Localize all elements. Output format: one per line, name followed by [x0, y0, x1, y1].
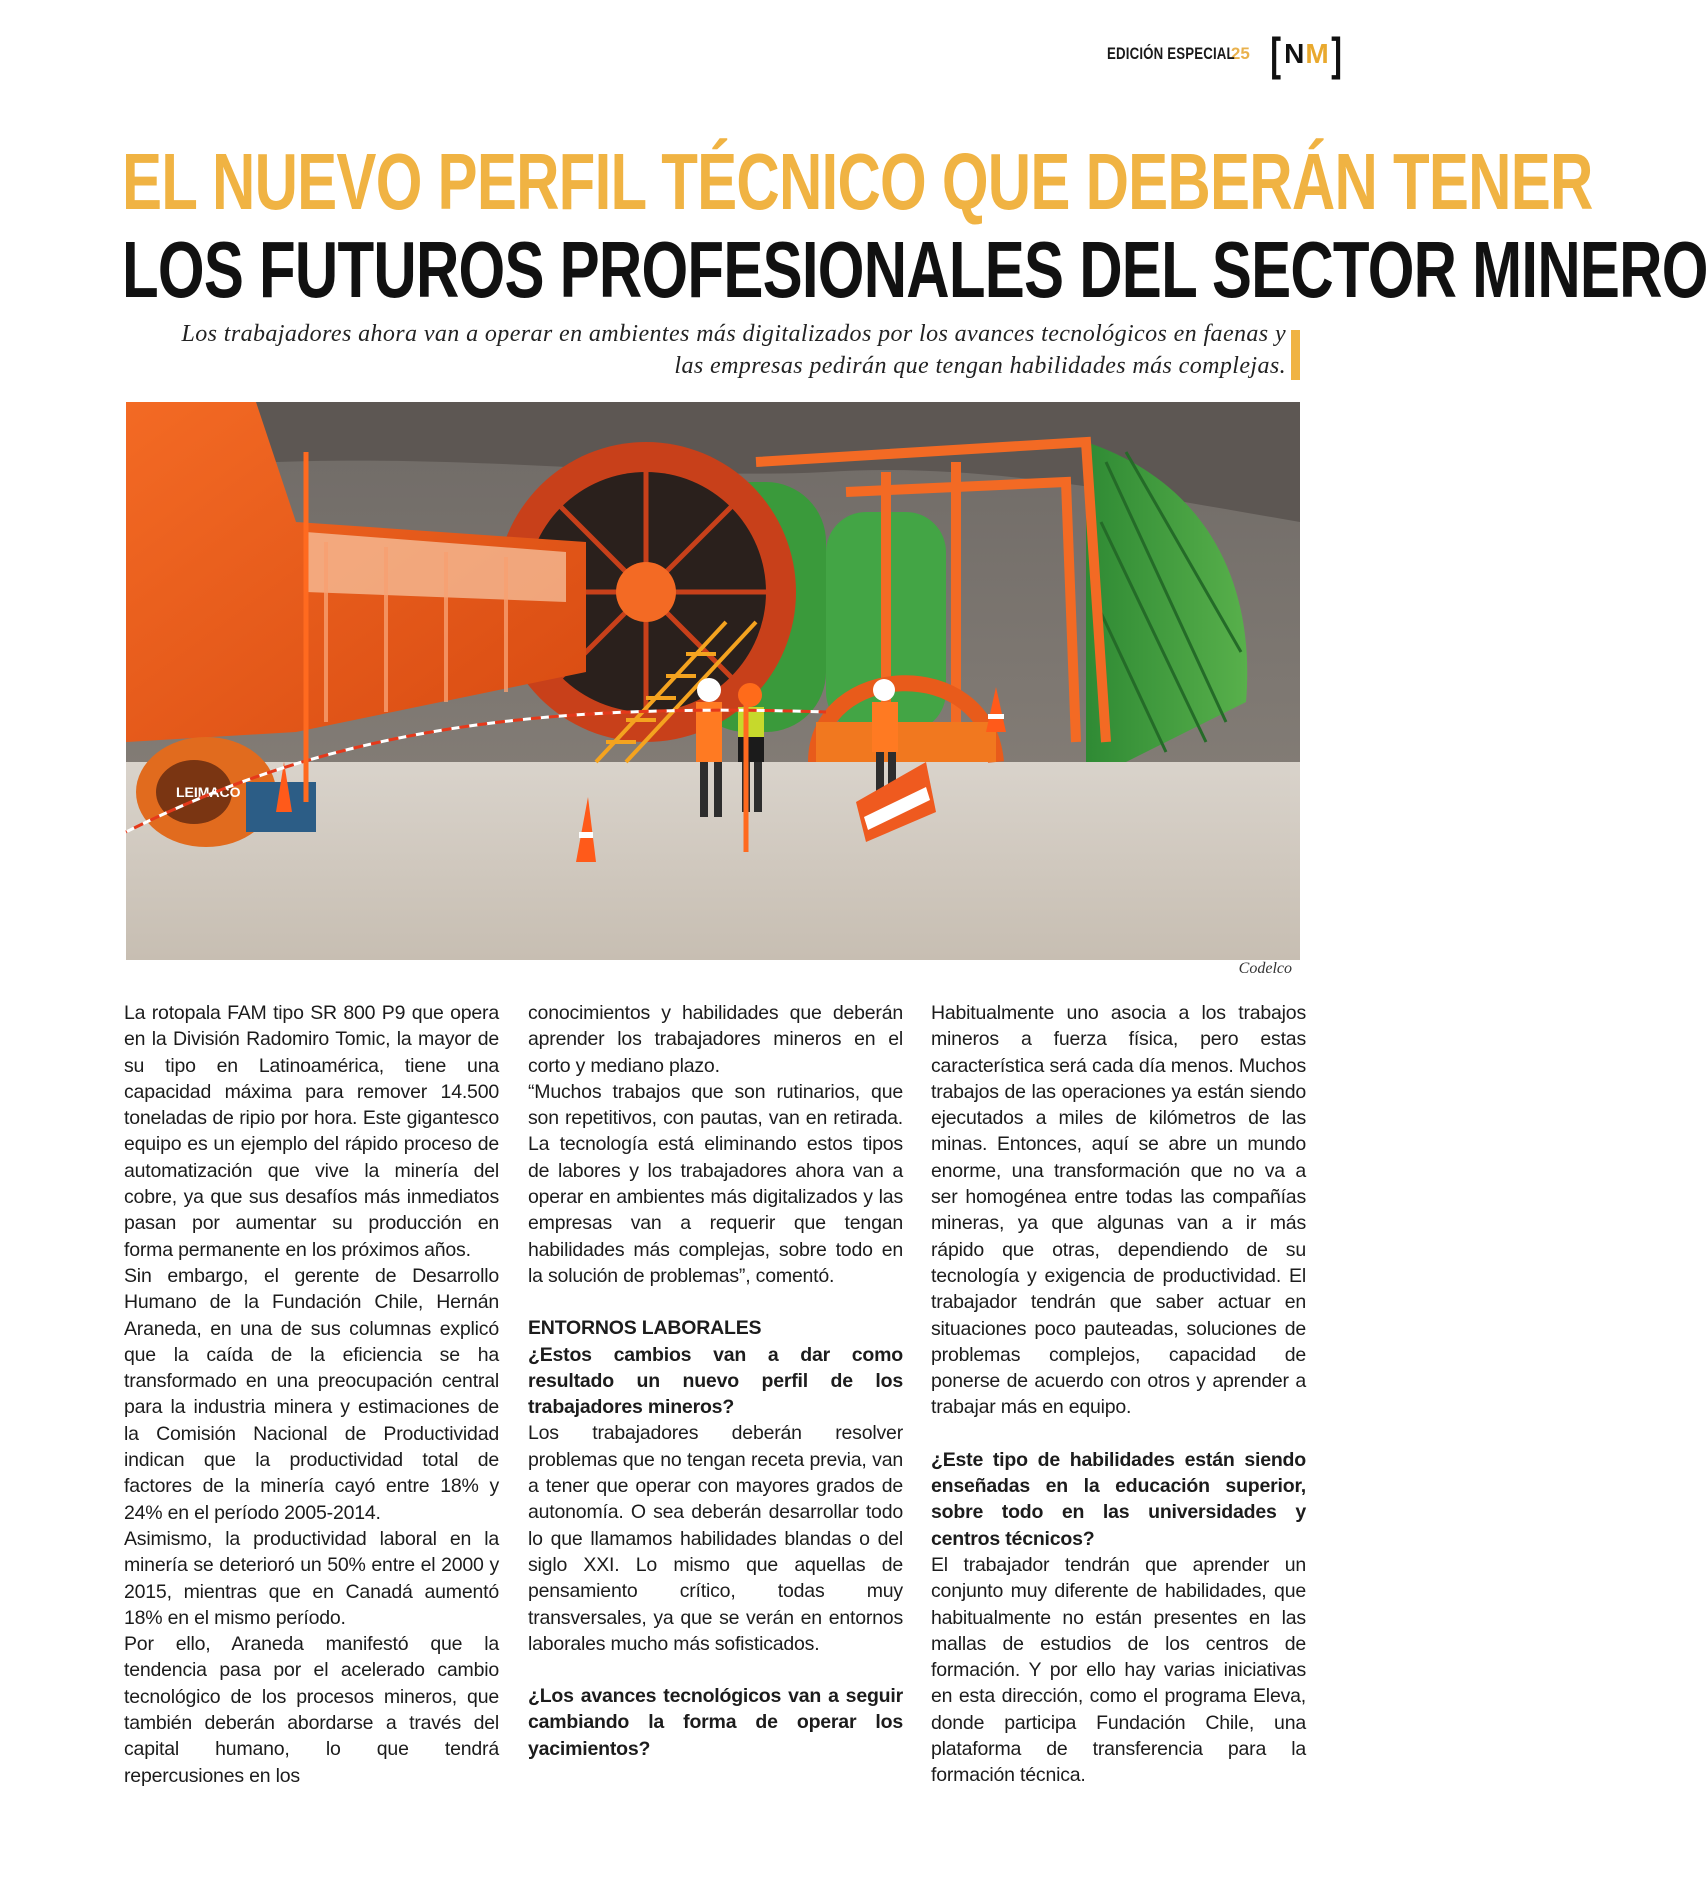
interview-question: ¿Los avances tecnológicos van a seguir cambiando la forma de operar los yacimientos?: [528, 1685, 903, 1760]
photo-credit: Codelco: [1238, 960, 1292, 977]
article-column-2: [528, 1000, 903, 1762]
title-line-1: EL NUEVO PERFIL TÉCNICO QUE DEBERÁN TENER: [122, 137, 1593, 226]
page-header: [1071, 30, 1344, 78]
section-heading: ENTORNOS LABORALES: [528, 1317, 762, 1340]
paragraph: La rotopala FAM tipo SR 800 P9 que opera en la División Radomiro Tomic, la mayor de su tipo en Latinoamérica, tiene una capacidad máxima para remover 14.500 toneladas de ripio por hora. Este gigantesco equipo es un ejemplo del rápido proceso de automatización que vive la minería del cobre, ya que sus desafíos más inmediatos pasan por aumentar su producción en forma permanente en los próximos años.: [124, 1002, 499, 1261]
article-column-1: [124, 1000, 499, 1789]
mixer-brand-text: LEIMACO: [176, 784, 241, 800]
mining-equipment-photo: [126, 402, 1300, 960]
interview-question: ¿Estos cambios van a dar como resultado un nuevo perfil de los trabajadores mineros?: [528, 1343, 903, 1419]
interview-answer: Los trabajadores deberán resolver problemas que no tengan receta previa, van a tener que operar con mayores grados de autonomía. O sea deberán desarrollar todo lo que llamamos habilidades blandas o del siglo XXI. Lo mismo que aquellas de pensamiento crítico, todas muy transversales, ya que se verán en entornos laborales mucho más sofisticados.: [528, 1422, 903, 1655]
paragraph: conocimientos y habilidades que deberán aprender los trabajadores mineros en el corto y mediano plazo.: [528, 1002, 903, 1077]
interview-answer: El trabajador tendrán que aprender un conjunto muy diferente de habilidades, que habitualmente no están presentes en las mallas de estudios de los centros de formación. Y por ello hay varias iniciativas en esta dirección, como el programa Eleva, donde participa Fundación Chile, una plataforma de transferencia para la formación técnica.: [931, 1553, 1306, 1787]
paragraph: Por ello, Araneda manifestó que la tendencia pasa por el acelerado cambio tecnológico de los procesos mineros, que también deberán abordarse a través del capital humano, lo que tendrá repercusiones en los: [124, 1633, 499, 1787]
interview-answer: Habitualmente uno asocia a los trabajos mineros a fuerza física, pero estas característica será cada día menos. Muchos trabajos de las operaciones ya están siendo ejecutados a miles de kilómetros de las minas. Entonces, aquí se abre un mundo enorme, una transformación que no va a ser homogénea entre todas las compañías mineras, ya que algunas van a ir más rápido que otras, dependiendo de su tecnología y exigencia de productividad. El trabajador tendrán que saber actuar en situaciones poco pauteadas, soluciones de problemas complejos, capacidad de ponerse de acuerdo con otros y aprender a trabajar más en equipo.: [931, 1002, 1306, 1419]
article-title: [122, 137, 1708, 314]
page-number: 25: [1230, 44, 1250, 63]
paragraph: Sin embargo, el gerente de Desarrollo Humano de la Fundación Chile, Hernán Araneda, en una de sus columnas explicó que la caída de la eficiencia se ha transformado en una preocupación central para la industria minera y estimaciones de la Comisión Nacional de Productividad indican que la productividad total de factores de la minería cayó entre 18% y 24% en el período 2005-2014.: [124, 1264, 499, 1524]
paragraph: Asimismo, la productividad laboral en la minería se deterioró un 50% entre el 2000 y 2015, mientras que en Canadá aumentó 18% en el mismo período.: [124, 1527, 499, 1629]
paragraph: “Muchos trabajos que son rutinarios, que son repetitivos, con pautas, van en retirada. La tecnología está eliminando estos tipos de labores y los trabajadores ahora van a operar en ambientes más digitalizados y las empresas van a requerir que tengan habilidades más complejas, sobre todo en la solución de problemas”, comentó.: [528, 1080, 903, 1287]
magazine-logo: [ N M ]: [1270, 28, 1342, 80]
article-subtitle: Los trabajadores ahora van a operar en ambientes más digitalizados por los avances tecnológicos en faenas y las empresas pedirán que tengan habilidades más complejas.: [181, 321, 1286, 379]
subtitle-accent-bar: [1291, 330, 1300, 380]
title-line-2: LOS FUTUROS PROFESIONALES DEL SECTOR MINERO: [122, 225, 1708, 314]
article-column-3: [931, 1000, 1306, 1789]
edition-label: EDICIÓN ESPECIAL: [1107, 44, 1235, 63]
interview-question: ¿Este tipo de habilidades están siendo enseñadas en la educación superior, sobre todo en las universidades y centros técnicos?: [931, 1448, 1306, 1550]
